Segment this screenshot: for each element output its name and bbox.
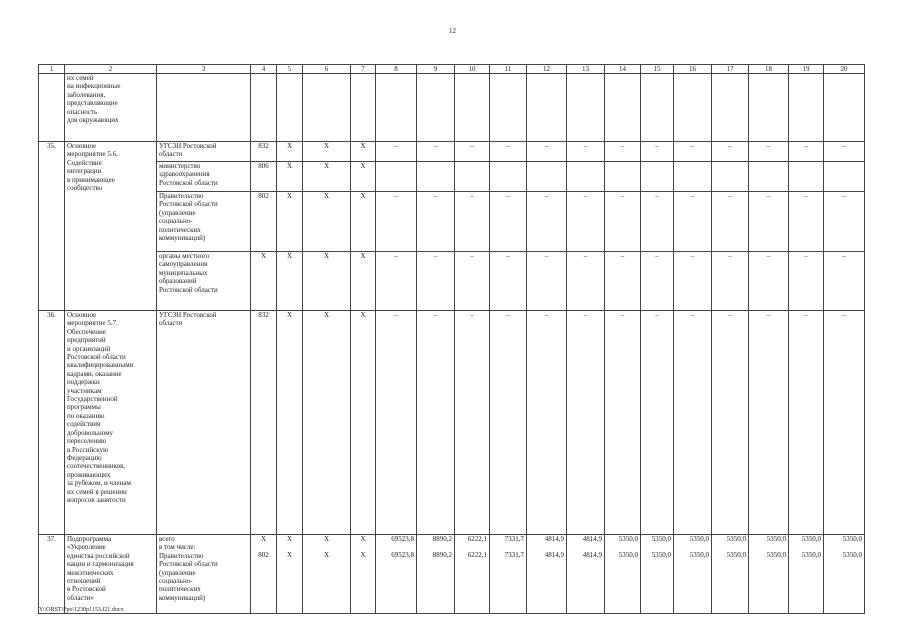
subprogram-name: Подпрограмма «Укрепление единства российской нации и гармонизация межэтнических отношений в Ростовской области»: [65, 535, 157, 614]
funding-value: –: [567, 142, 605, 162]
funding-value: –: [527, 311, 567, 535]
executor: всего в том числе: Правительство Ростовской области (управление социально- политических коммуникаций): [157, 535, 251, 614]
budget-code-government: 802: [258, 551, 269, 560]
funding-value-total: 5350,0: [842, 535, 862, 543]
funding-value: –: [455, 252, 490, 311]
funding-value-total: 69523,8: [391, 535, 414, 543]
funding-value: [376, 535, 417, 614]
executor: органы местного самоуправления муниципальных образований Ростовской области: [157, 252, 251, 311]
funding-value: –: [417, 192, 455, 252]
funding-value-total: 5350,0: [801, 535, 821, 543]
table-cell: X: [303, 311, 351, 535]
funding-value: [490, 535, 527, 614]
funding-value-government: 4814,9: [544, 551, 564, 560]
table-cell: X: [303, 162, 351, 192]
table-cell-government: X: [360, 551, 366, 560]
funding-value-total: 5350,0: [651, 535, 671, 543]
column-number: 11: [490, 65, 527, 74]
funding-value: –: [641, 142, 674, 162]
funding-value-total: 5350,0: [726, 535, 746, 543]
funding-value: –: [605, 142, 641, 162]
funding-value-total: 5350,0: [766, 535, 786, 543]
funding-value: –: [674, 142, 712, 162]
table-cell-total: X: [286, 535, 293, 543]
funding-value: [641, 162, 674, 192]
table-cell-total: X: [323, 535, 330, 543]
funding-value-government: 8890,2: [432, 551, 452, 560]
executor: УГСЗН Ростовской области: [157, 142, 251, 162]
funding-value: [674, 162, 712, 192]
funding-value: –: [749, 311, 789, 535]
table-cell: X: [277, 162, 303, 192]
column-number: 10: [455, 65, 490, 74]
funding-value: –: [824, 142, 865, 162]
funding-value-total: 7331,7: [504, 535, 524, 543]
table-row: [39, 142, 865, 162]
funding-value: –: [712, 192, 749, 252]
funding-value: [567, 535, 605, 614]
funding-value: [674, 535, 712, 614]
funding-value: –: [376, 192, 417, 252]
funding-value-total: 5350,0: [618, 535, 638, 543]
funding-value: [376, 162, 417, 192]
funding-value-total: 4814,9: [544, 535, 564, 543]
funding-value-government: 5350,0: [766, 551, 786, 560]
funding-value: [605, 535, 641, 614]
funding-value: –: [789, 142, 824, 162]
funding-value-total: 5350,0: [689, 535, 709, 543]
funding-value: –: [641, 252, 674, 311]
funding-value: –: [749, 252, 789, 311]
funding-value: –: [417, 252, 455, 311]
column-number: 2: [65, 65, 157, 74]
funding-value: –: [455, 311, 490, 535]
funding-value: –: [789, 192, 824, 252]
funding-value-total: 6222,1: [467, 535, 487, 543]
funding-value-government: 5350,0: [651, 551, 671, 560]
funding-value: [712, 162, 749, 192]
funding-value-government: 5350,0: [618, 551, 638, 560]
column-number: 7: [351, 65, 376, 74]
funding-value: –: [605, 311, 641, 535]
funding-value-government: 7331,7: [504, 551, 524, 560]
funding-value: –: [527, 142, 567, 162]
funding-value: [824, 162, 865, 192]
table-cell: X: [303, 252, 351, 311]
budget-code: 832: [251, 142, 277, 162]
funding-value-government: 4814,9: [582, 551, 602, 560]
funding-value-government: 5350,0: [801, 551, 821, 560]
column-number: 3: [157, 65, 251, 74]
funding-value: –: [527, 252, 567, 311]
table-cell: X: [277, 192, 303, 252]
column-number: 18: [749, 65, 789, 74]
funding-value: –: [674, 252, 712, 311]
table-cell: X: [277, 311, 303, 535]
funding-value: –: [641, 311, 674, 535]
funding-value-government: 6222,1: [467, 551, 487, 560]
funding-value: –: [605, 252, 641, 311]
table-cell: X: [277, 252, 303, 311]
column-number: 13: [567, 65, 605, 74]
row-number: 36.: [39, 311, 65, 535]
budget-code: 802: [251, 192, 277, 252]
table-row: [39, 192, 865, 252]
table-row: [39, 162, 865, 192]
funding-value: –: [376, 252, 417, 311]
funding-value: [455, 162, 490, 192]
row-number: 35.: [39, 142, 65, 311]
funding-value: [455, 535, 490, 614]
funding-value: [824, 535, 865, 614]
column-number: 12: [527, 65, 567, 74]
program-table: [38, 64, 865, 614]
executor: Правительство Ростовской области (управление социально- политических коммуникаций): [157, 192, 251, 252]
funding-value: –: [712, 311, 749, 535]
column-number: 20: [824, 65, 865, 74]
funding-value: [417, 162, 455, 192]
funding-value: –: [567, 192, 605, 252]
funding-value: –: [455, 142, 490, 162]
funding-value: –: [674, 192, 712, 252]
funding-value: –: [712, 142, 749, 162]
funding-value: –: [824, 192, 865, 252]
table-cell: X: [351, 192, 376, 252]
funding-value: –: [789, 311, 824, 535]
funding-value: –: [749, 192, 789, 252]
column-number: 17: [712, 65, 749, 74]
funding-value: [567, 162, 605, 192]
column-number: 5: [277, 65, 303, 74]
funding-value-government: 5350,0: [726, 551, 746, 560]
table-cell: X: [303, 192, 351, 252]
page-number: 12: [449, 27, 456, 35]
funding-value: –: [824, 311, 865, 535]
funding-value: –: [712, 252, 749, 311]
column-number: 9: [417, 65, 455, 74]
table-cell: X: [351, 252, 376, 311]
funding-value-total: 4814,9: [582, 535, 602, 543]
table-cell: [303, 535, 351, 614]
funding-value: [749, 162, 789, 192]
funding-value: [527, 535, 567, 614]
table-cell: X: [303, 142, 351, 162]
table-cell-government: X: [286, 551, 293, 560]
funding-value: [789, 162, 824, 192]
table-cell: X: [351, 162, 376, 192]
funding-value: –: [490, 252, 527, 311]
funding-value-government: 69523,8: [391, 551, 414, 560]
funding-value: [527, 162, 567, 192]
table-cell-total: X: [360, 535, 366, 543]
funding-value: –: [605, 192, 641, 252]
table-row: [39, 74, 865, 142]
column-number: 6: [303, 65, 351, 74]
budget-code: X: [251, 252, 277, 311]
budget-code: [251, 535, 277, 614]
funding-value: –: [417, 311, 455, 535]
funding-value: [749, 535, 789, 614]
executor: УГСЗН Ростовской области: [157, 311, 251, 535]
budget-code-total: X: [260, 535, 267, 543]
funding-value: –: [417, 142, 455, 162]
budget-code: 832: [251, 311, 277, 535]
table-cell: [351, 535, 376, 614]
table-cell: X: [277, 142, 303, 162]
column-number-header: [39, 65, 865, 74]
column-number: 16: [674, 65, 712, 74]
column-number: 1: [39, 65, 65, 74]
funding-value: –: [641, 192, 674, 252]
funding-value: –: [567, 252, 605, 311]
funding-value-total: 8890,2: [432, 535, 452, 543]
file-path-footer: Y:\ORST\Ppo\1230p1153.f21.docx: [39, 607, 124, 613]
funding-value-government: 5350,0: [842, 551, 862, 560]
executor: министерство здравоохранения Ростовской области: [157, 162, 251, 192]
funding-value: [712, 535, 749, 614]
funding-value: –: [789, 252, 824, 311]
column-number: 15: [641, 65, 674, 74]
column-number: 19: [789, 65, 824, 74]
funding-value: –: [567, 311, 605, 535]
measure-name: Основное мероприятие 5.7. Обеспечение предприятий и организаций Ростовской области квалифицированными кадрами, оказание поддержки участникам Государственной программы по оказанию содействия добровольному переселению в Российскую Федерацию соотечественников, проживающих за рубежом, и членам их семей в решении вопросов занятости: [65, 311, 157, 535]
funding-value-government: 5350,0: [689, 551, 709, 560]
table-cell: X: [351, 311, 376, 535]
table-cell: [277, 535, 303, 614]
funding-value: [490, 162, 527, 192]
funding-value: –: [749, 142, 789, 162]
funding-value: –: [490, 311, 527, 535]
funding-value: [417, 535, 455, 614]
budget-code: 806: [251, 162, 277, 192]
funding-value: –: [824, 252, 865, 311]
table-row: [39, 252, 865, 311]
funding-value: –: [376, 311, 417, 535]
measure-name-continued: их семей на инфекционные заболевания, представляющие опасность для окружающих: [65, 74, 157, 142]
measure-name: Основное мероприятие 5.6. Содействие интеграции в принимающее сообщество: [65, 142, 157, 311]
funding-value: –: [674, 311, 712, 535]
column-number: 14: [605, 65, 641, 74]
funding-value: –: [527, 192, 567, 252]
funding-value: [789, 535, 824, 614]
row-number: 37.: [39, 535, 65, 614]
funding-value: –: [490, 192, 527, 252]
table-cell: X: [351, 142, 376, 162]
funding-value: –: [490, 142, 527, 162]
funding-value: [605, 162, 641, 192]
funding-value: –: [455, 192, 490, 252]
funding-value: –: [376, 142, 417, 162]
table-row: [39, 311, 865, 535]
table-cell-government: X: [323, 551, 330, 560]
funding-value: [641, 535, 674, 614]
column-number: 8: [376, 65, 417, 74]
table-row: [39, 535, 865, 614]
column-number: 4: [251, 65, 277, 74]
